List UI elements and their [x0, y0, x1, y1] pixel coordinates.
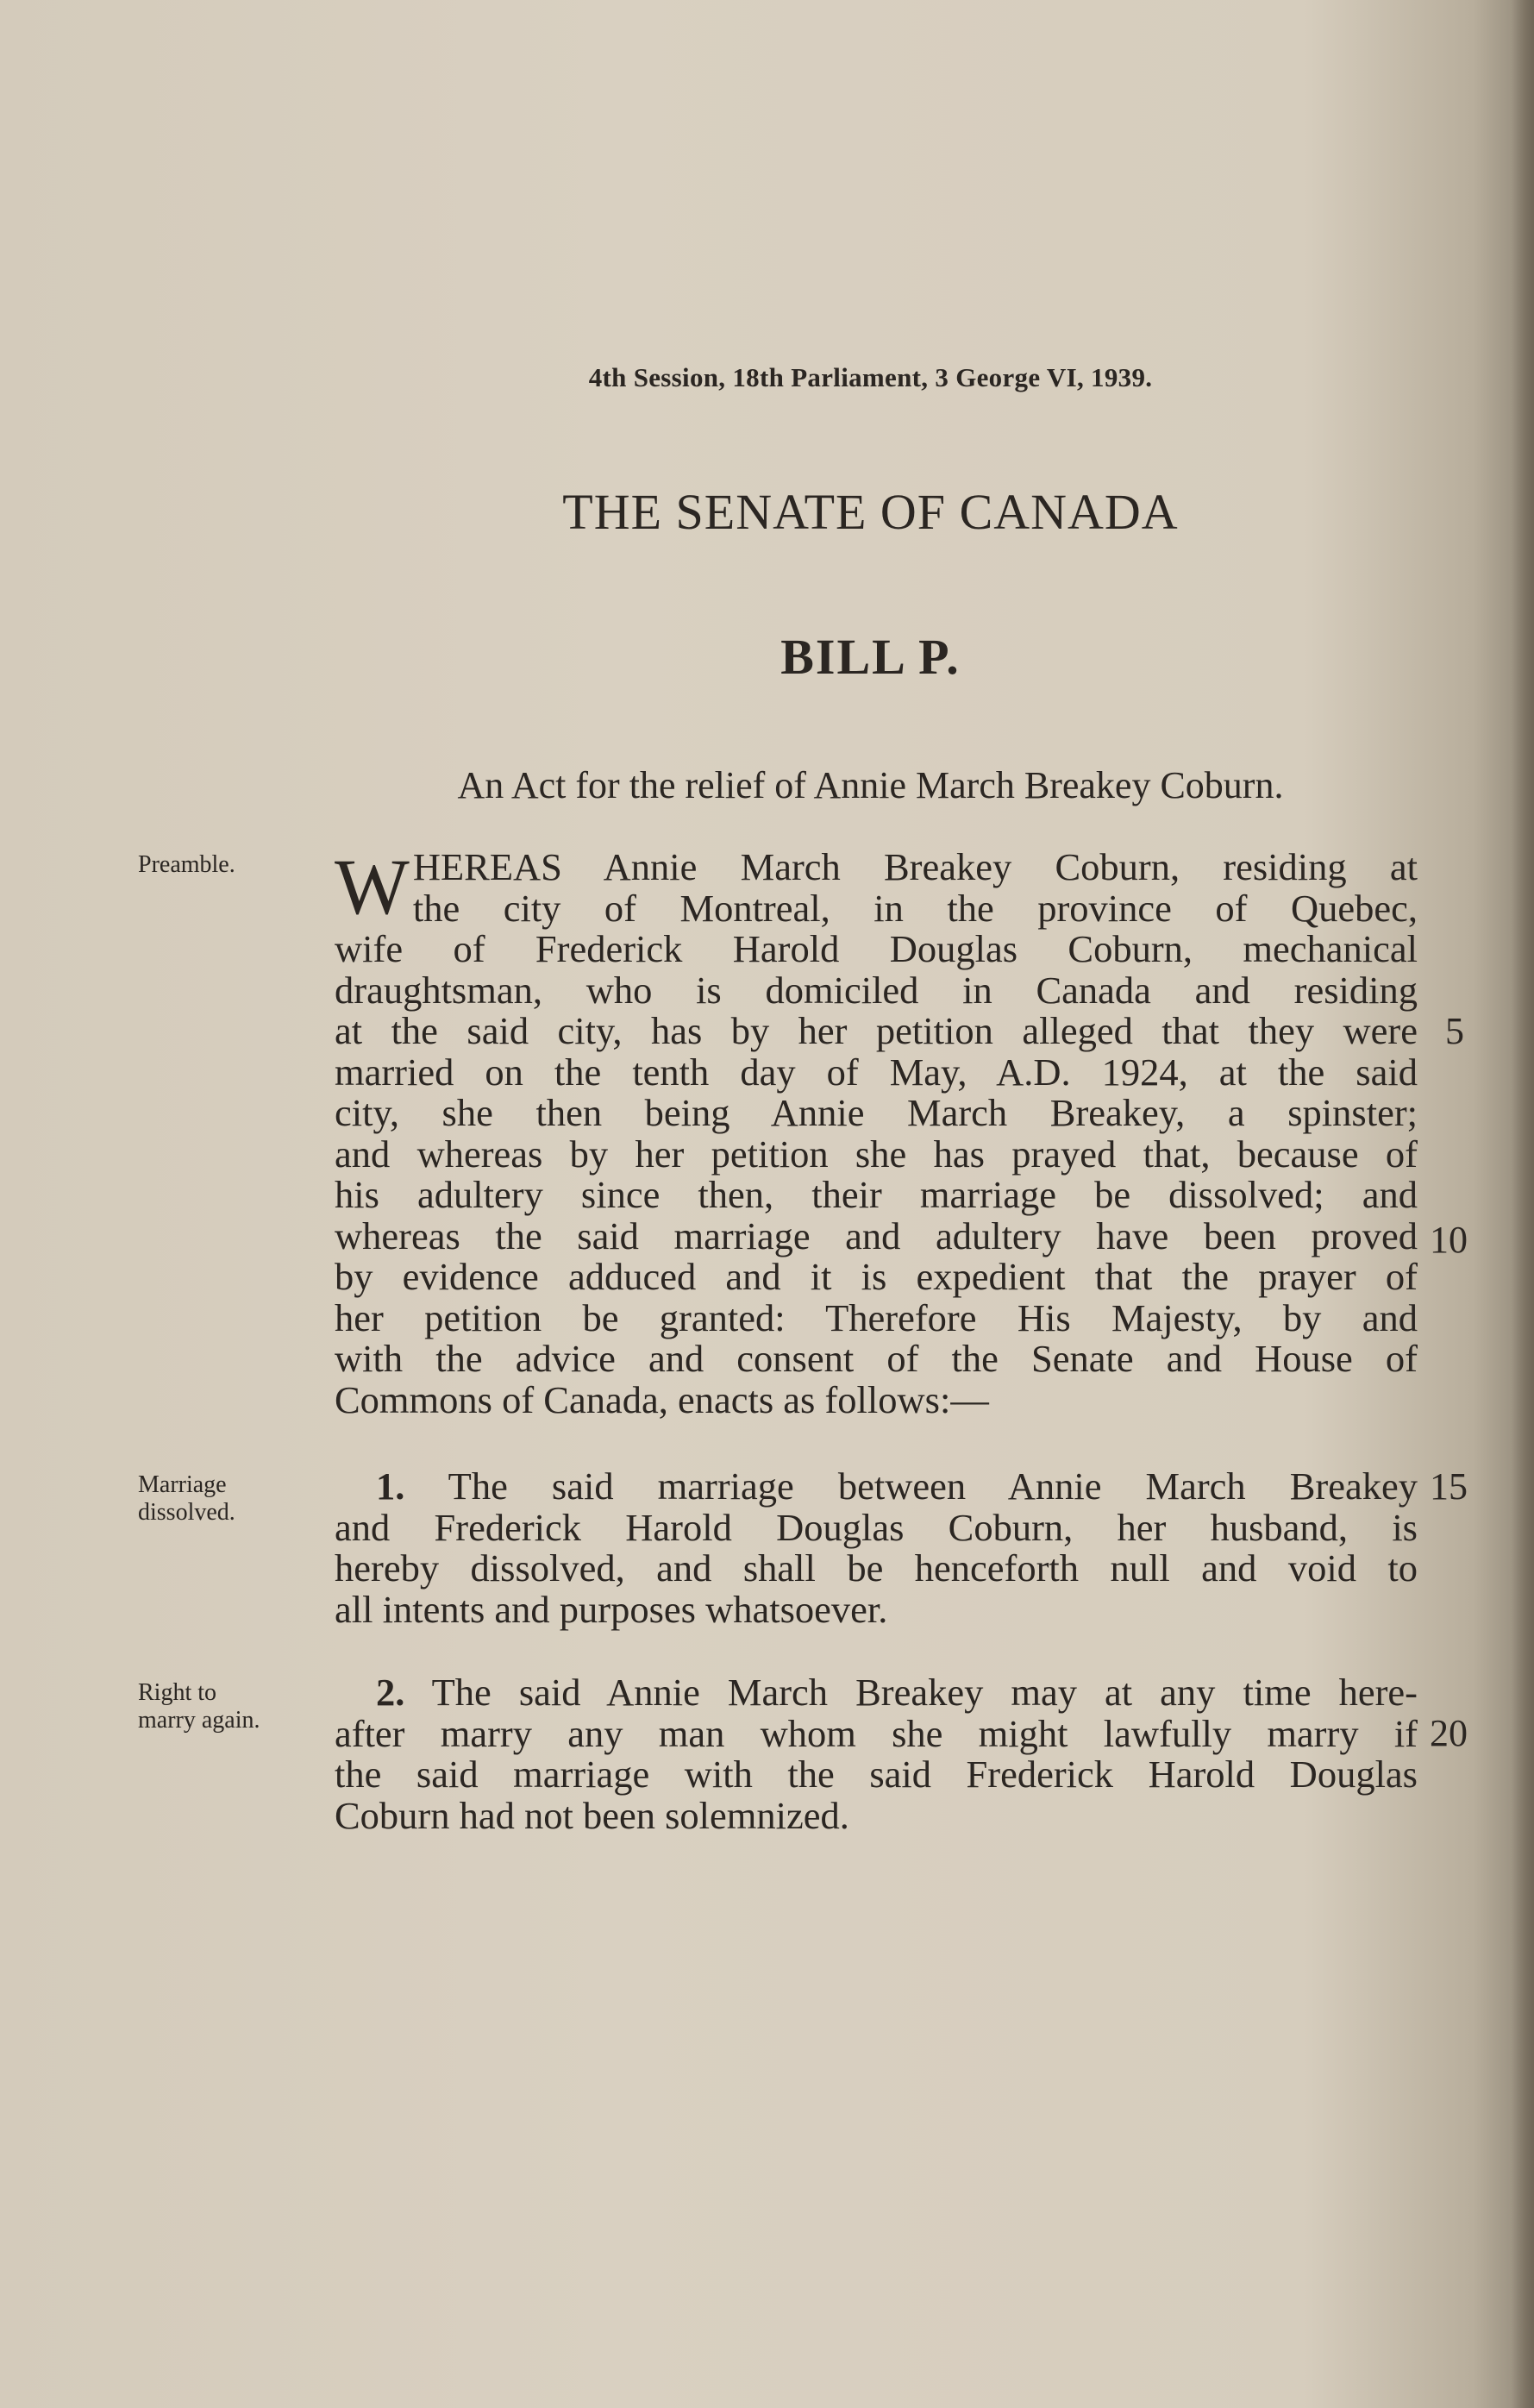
text-span: The said marriage between Annie March Breakey — [448, 1464, 1418, 1508]
text-line: after marry any man whom she might lawfully marry if — [335, 1711, 1418, 1755]
line-number: 10 — [1430, 1219, 1468, 1261]
drop-cap: W — [335, 843, 410, 931]
text-span: The said Annie March Breakey may at any time here- — [431, 1671, 1418, 1714]
text-line: his adultery since then, their marriage be dissolved; and — [335, 1173, 1418, 1216]
text-line: at the said city, has by her petition alleged that they were — [335, 1009, 1418, 1052]
text-line: wife of Frederick Harold Douglas Coburn, mechanical — [335, 927, 1418, 970]
margin-note-marriage-dissolved — [138, 1471, 235, 1527]
text-line: by evidence adduced and it is expedient that the prayer of — [335, 1255, 1418, 1298]
text-line: the city of Montreal, in the province of Quebec, — [412, 886, 1418, 930]
text-line: Commons of Canada, enacts as follows:— — [335, 1377, 989, 1421]
text-line: city, she then being Annie March Breakey, a spinster; — [335, 1091, 1418, 1134]
margin-note-line: dissolved. — [138, 1499, 235, 1526]
line-number: 5 — [1445, 1010, 1464, 1052]
margin-note-line: Right to — [138, 1679, 217, 1706]
bill-title: BILL P. — [780, 629, 961, 685]
text-line: with the advice and consent of the Senate and House of — [335, 1337, 1418, 1380]
section-number: 1. — [376, 1464, 405, 1508]
text-line: married on the tenth day of May, A.D. 1924, at the said — [335, 1050, 1418, 1094]
margin-note-right-to-marry — [138, 1679, 260, 1734]
text-line — [335, 1672, 1418, 1714]
margin-note-preamble: Preamble. — [138, 851, 235, 878]
chamber-title: THE SENATE OF CANADA — [562, 484, 1179, 540]
text-line: the said marriage with the said Frederick Harold Douglas — [335, 1753, 1418, 1796]
act-title: An Act for the relief of Annie March Breakey Coburn. — [457, 764, 1284, 806]
session-line: 4th Session, 18th Parliament, 3 George VI, 1939. — [588, 362, 1153, 392]
line-number: 20 — [1430, 1712, 1468, 1754]
text-line: her petition be granted: Therefore His Majesty, by and — [335, 1295, 1418, 1339]
page-edge-shadow — [1512, 0, 1534, 2408]
section-2 — [335, 1672, 1418, 1836]
text-line: draughtsman, who is domiciled in Canada and residing — [335, 968, 1418, 1012]
text-line — [335, 1466, 1418, 1508]
margin-note-line: marry again. — [138, 1707, 260, 1734]
text-line: HEREAS Annie March Breakey Coburn, residing at — [412, 845, 1418, 888]
margin-note-line: Marriage — [138, 1471, 227, 1498]
text-line: whereas the said marriage and adultery have been proved — [335, 1213, 1418, 1257]
preamble-text — [335, 843, 1418, 1421]
text-line: all intents and purposes whatsoever. — [335, 1587, 888, 1631]
text-line: Coburn had not been solemnized. — [335, 1793, 849, 1837]
text-line: and whereas by her petition she has prayed that, because of — [335, 1132, 1418, 1176]
line-number: 15 — [1430, 1465, 1468, 1508]
text-line: and Frederick Harold Douglas Coburn, her husband, is — [335, 1505, 1418, 1549]
section-number: 2. — [376, 1671, 405, 1714]
section-1 — [335, 1466, 1418, 1630]
text-line: hereby dissolved, and shall be henceforth null and void to — [335, 1546, 1418, 1590]
